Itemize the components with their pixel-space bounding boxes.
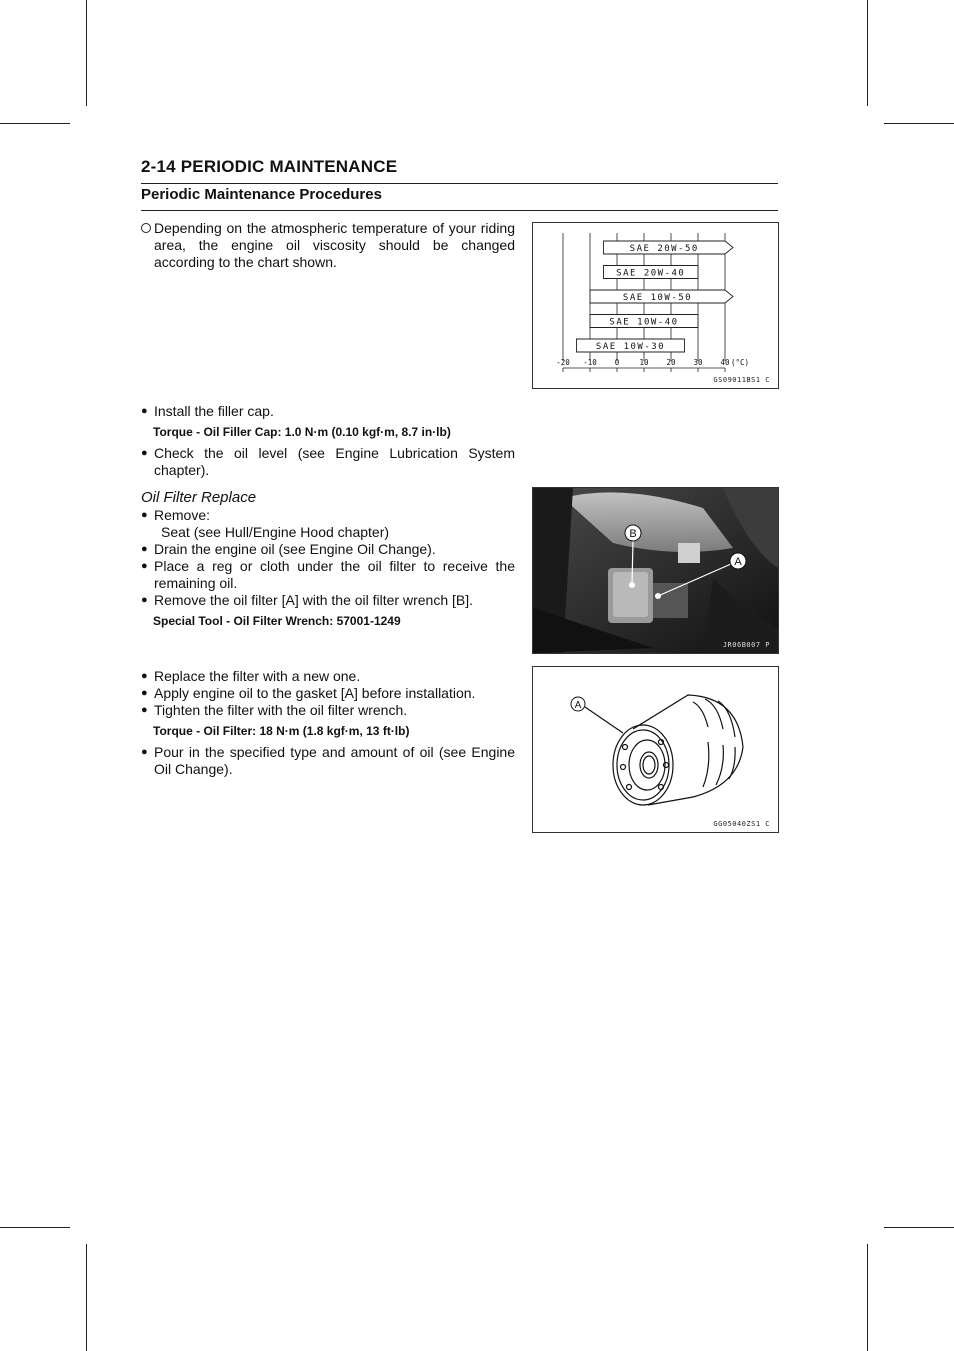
x-tick-label: 20 bbox=[666, 358, 676, 367]
subsection-title: Oil Filter Replace bbox=[141, 489, 257, 506]
oil-filter-illustration bbox=[533, 667, 778, 832]
list-item: ● Install the filler cap. bbox=[141, 403, 274, 419]
list-item: ● Remove the oil filter [A] with the oil filter wrench [B]. bbox=[141, 592, 474, 608]
engine-photo-illustration bbox=[533, 488, 778, 653]
figure-code: JR06B007 P bbox=[722, 641, 770, 649]
crop-mark bbox=[0, 1227, 70, 1228]
x-tick-label: 30 bbox=[693, 358, 703, 367]
bar-label: SAE 20W-40 bbox=[616, 268, 686, 279]
list-item: ● Tighten the filter with the oil filter wrench. bbox=[141, 702, 408, 718]
viscosity-chart bbox=[533, 223, 778, 388]
oil-filter-drawing bbox=[532, 666, 779, 833]
bullet-icon: ● bbox=[141, 405, 148, 417]
header-rule bbox=[141, 183, 778, 184]
viscosity-chart-figure bbox=[532, 222, 779, 389]
oil-filter-replace bbox=[141, 489, 515, 634]
bullet-icon: ● bbox=[141, 447, 148, 459]
oil-filter-photo bbox=[532, 487, 779, 654]
crop-mark bbox=[867, 0, 868, 106]
list-item: ● Drain the engine oil (see Engine Oil Change). bbox=[141, 541, 436, 557]
callout-a: A bbox=[574, 700, 582, 711]
page-header bbox=[141, 157, 778, 177]
bullet-icon: ● bbox=[141, 687, 148, 699]
bullet-icon: ● bbox=[141, 670, 148, 682]
list-item: ● Pour in the specified type and amount of oil (see Engine Oil Change). bbox=[141, 744, 515, 777]
list-item: ● Remove: bbox=[141, 507, 211, 523]
x-tick-label: 40 bbox=[720, 358, 730, 367]
crop-mark bbox=[86, 0, 87, 106]
x-tick-label: 0 bbox=[614, 358, 620, 367]
list-item: ● Place a reg or cloth under the oil filter to receive the remaining oil. bbox=[141, 558, 515, 591]
section-rule bbox=[141, 210, 778, 211]
list-item: ● Check the oil level (see Engine Lubrication System chapter). bbox=[141, 445, 515, 478]
list-item: Depending on the atmospheric temperature of your riding area, the engine oil viscosity should be changed according to the chart shown. bbox=[141, 220, 515, 271]
torque-spec: Torque - Oil Filler Cap: 1.0 N·m (0.10 kgf·m, 8.7 in·lb) bbox=[153, 425, 451, 439]
crop-mark bbox=[884, 1227, 954, 1228]
bar-label: SAE 10W-50 bbox=[622, 293, 693, 303]
bullet-icon: ● bbox=[141, 543, 148, 555]
x-tick-label: 10 bbox=[639, 358, 649, 367]
bullet-icon: ● bbox=[141, 594, 148, 606]
section-title: Periodic Maintenance Procedures bbox=[141, 186, 382, 203]
crop-mark bbox=[0, 123, 70, 124]
circle-bullet-icon bbox=[141, 223, 151, 233]
torque-spec: Torque - Oil Filter: 18 N·m (1.8 kgf·m, 13 ft·lb) bbox=[153, 724, 410, 738]
figure-code: GS09011BS1 C bbox=[713, 376, 770, 384]
bullet-icon: ● bbox=[141, 560, 148, 572]
install-filter-steps bbox=[141, 668, 515, 778]
bullet-icon: ● bbox=[141, 746, 148, 758]
bar-label: SAE 10W-40 bbox=[609, 317, 679, 328]
filler-cap-steps bbox=[141, 403, 515, 479]
viscosity-note bbox=[141, 220, 515, 271]
bar-label: SAE 20W-50 bbox=[629, 244, 699, 254]
list-item: ● Replace the filter with a new one. bbox=[141, 668, 361, 684]
bullet-icon: ● bbox=[141, 704, 148, 716]
page-title: 2-14 PERIODIC MAINTENANCE bbox=[141, 157, 398, 176]
special-tool-spec: Special Tool - Oil Filter Wrench: 57001-1249 bbox=[153, 614, 401, 628]
callout-b: B bbox=[629, 528, 637, 540]
crop-mark bbox=[884, 123, 954, 124]
list-item: ● Apply engine oil to the gasket [A] before installation. bbox=[141, 685, 476, 701]
bullet-icon: ● bbox=[141, 509, 148, 521]
crop-mark bbox=[867, 1244, 868, 1351]
list-subitem: Seat (see Hull/Engine Hood chapter) bbox=[161, 524, 390, 540]
bar-label: SAE 10W-30 bbox=[595, 342, 666, 352]
figure-code: GG05040ZS1 C bbox=[713, 820, 770, 828]
x-tick-label: -10 bbox=[583, 358, 597, 367]
callout-a: A bbox=[734, 556, 742, 568]
x-axis-unit: (°C) bbox=[731, 358, 750, 367]
crop-mark bbox=[86, 1244, 87, 1351]
x-tick-label: -20 bbox=[556, 358, 570, 367]
